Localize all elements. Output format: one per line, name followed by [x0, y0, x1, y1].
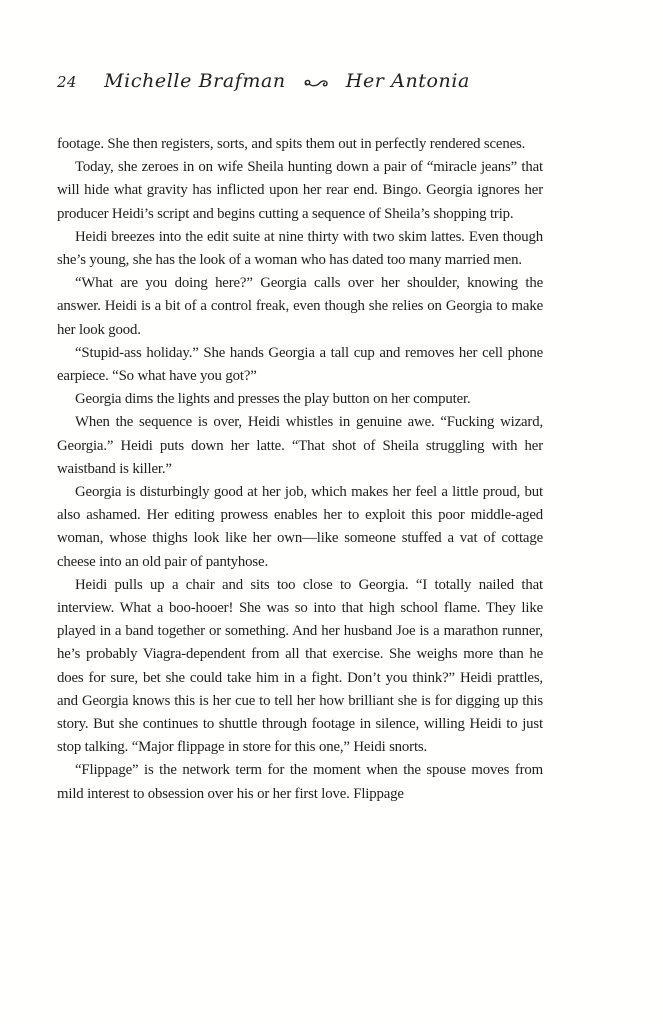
running-header: [57, 70, 606, 92]
body-paragraph: “What are you doing here?” Georgia calls over her shoulder, knowing the answer. Heidi is a bit of a control freak, even though she relies on Georgia to make her look good.: [57, 275, 543, 338]
body-paragraph: Heidi breezes into the edit suite at nine thirty with two skim lattes. Even though she’s young, she has the look of a woman who has dated too many married men.: [57, 228, 543, 269]
body-paragraph: Georgia is disturbingly good at her job, which makes her feel a little proud, but also ashamed. Her editing prowess enables her to exploit this poor middle-aged woman, whose thighs look like her own—like someone stuffed a vat of cottage cheese into an old pair of pantyhose.: [57, 484, 543, 570]
page-number: 24: [57, 73, 78, 91]
body-paragraph: “Flippage” is the network term for the moment when the spouse moves from mild interest to obsession over his or her first love. Flippage: [57, 762, 543, 802]
body-paragraph: Heidi pulls up a chair and sits too close to Georgia. “I totally nailed that interview. What a boo-hooer! She was so into that high school flame. They like played in a band together or something. And her husband Joe is a marathon runner, he’s probably Viagra-dependent from all that exercise. She weighs more than he does for sure, bet she could take him in a fight. Don’t you think?” Heidi prattles, and Georgia knows this is her cue to tell her how brilliant she is for digging up this story. But she continues to shuttle through footage in silence, willing Heidi to just stop talking. “Major flippage in store for this one,” Heidi snorts.: [57, 576, 543, 756]
page-body-text: [57, 133, 543, 806]
fleuron-ornament-icon: [303, 76, 329, 90]
body-paragraph: When the sequence is over, Heidi whistles in genuine awe. “Fucking wizard, Georgia.” Heidi puts down her latte. “That shot of Sheila struggling with her waistband is killer.”: [57, 414, 543, 477]
body-paragraph: footage. She then registers, sorts, and spits them out in perfectly rendered scenes.: [57, 136, 526, 152]
body-paragraph: Georgia dims the lights and presses the play button on her computer.: [75, 391, 471, 408]
header-book-title: Her Antonia: [345, 70, 470, 92]
header-author: Michelle Brafman: [104, 70, 286, 92]
body-paragraph: “Stupid-ass holiday.” She hands Georgia a tall cup and removes her cell phone earpiece. “So what have you got?”: [57, 344, 543, 385]
body-paragraph: Today, she zeroes in on wife Sheila hunting down a pair of “miracle jeans” that will hide what gravity has inflicted upon her rear end. Bingo. Georgia ignores her producer Heidi’s script and begins cutting a sequence of Sheila’s shopping trip.: [57, 159, 543, 222]
